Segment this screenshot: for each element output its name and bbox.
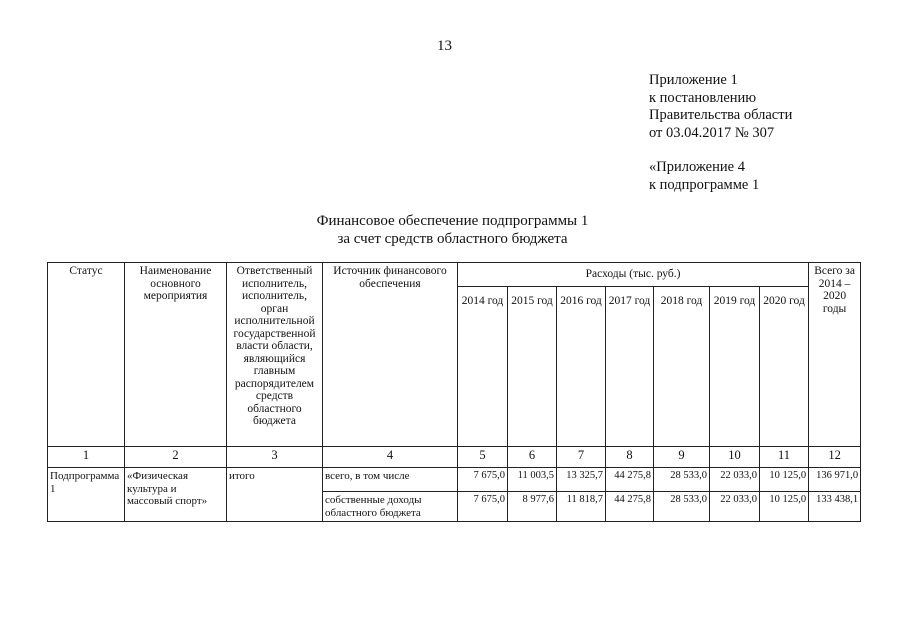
page-number: 13 [437,38,452,54]
column-number: 6 [508,447,557,468]
header-status: Статус [48,263,125,447]
row-value: 7 675,0 [458,492,508,522]
row-value: 28 533,0 [654,468,710,492]
header-name: Наименование основного мероприятия [125,263,227,447]
row-source: всего, в том числе [323,468,458,492]
row-value: 133 438,1 [809,492,861,522]
row-value: 136 971,0 [809,468,861,492]
column-number: 4 [323,447,458,468]
appendix-line: к подпрограмме 1 [649,176,760,193]
column-number: 3 [227,447,323,468]
header-executor: Ответственный исполнитель, исполнитель, орган исполнительной государственной власти области, являющийся главным распорядителем средств областного бюджета [227,263,323,447]
row-value: 22 033,0 [710,492,760,522]
row-value: 22 033,0 [710,468,760,492]
row-executor: итого [227,468,323,522]
appendix-line: от 03.04.2017 № 307 [649,124,775,141]
row-value: 11 818,7 [557,492,606,522]
row-value: 44 275,8 [606,492,654,522]
row-value: 13 325,7 [557,468,606,492]
finance-table [47,262,861,522]
header-source: Источник финансового обеспечения [323,263,458,447]
title-line-1: Финансовое обеспечение подпрограммы 1 [316,213,589,229]
column-number: 9 [654,447,710,468]
column-number: 8 [606,447,654,468]
row-value: 7 675,0 [458,468,508,492]
header-expenses: Расходы (тыс. руб.) [458,263,809,287]
header-year: 2014 год [458,287,508,447]
header-year: 2018 год [654,287,710,447]
header-row [48,263,861,287]
appendix-line: Приложение 1 [649,72,738,88]
header-year: 2015 год [508,287,557,447]
column-number: 1 [48,447,125,468]
row-value: 10 125,0 [760,492,809,522]
title-line-2: за счет средств областного бюджета [337,231,568,247]
appendix-line: к постановлению [649,89,757,106]
column-number: 10 [710,447,760,468]
table-row [48,468,861,492]
appendix-line: Правительства области [649,107,793,123]
header-total: Всего за 2014 – 2020 годы [809,263,861,447]
header-year: 2019 год [710,287,760,447]
header-year: 2020 год [760,287,809,447]
row-name: «Физическая культура и массовый спорт» [125,468,227,522]
row-source: собственные доходы областного бюджета [323,492,458,522]
row-value: 8 977,6 [508,492,557,522]
appendix-block [649,72,792,194]
row-value: 44 275,8 [606,468,654,492]
column-number: 2 [125,447,227,468]
header-year: 2017 год [606,287,654,447]
column-number-row [48,447,861,468]
column-number: 5 [458,447,508,468]
appendix-line: «Приложение 4 [649,159,745,175]
column-number: 7 [557,447,606,468]
row-value: 10 125,0 [760,468,809,492]
header-year: 2016 год [557,287,606,447]
row-value: 28 533,0 [654,492,710,522]
appendix-gap [649,142,792,159]
row-status: Подпрограмма 1 [48,468,125,522]
row-value: 11 003,5 [508,468,557,492]
column-number: 11 [760,447,809,468]
document-title [0,212,905,248]
column-number: 12 [809,447,861,468]
